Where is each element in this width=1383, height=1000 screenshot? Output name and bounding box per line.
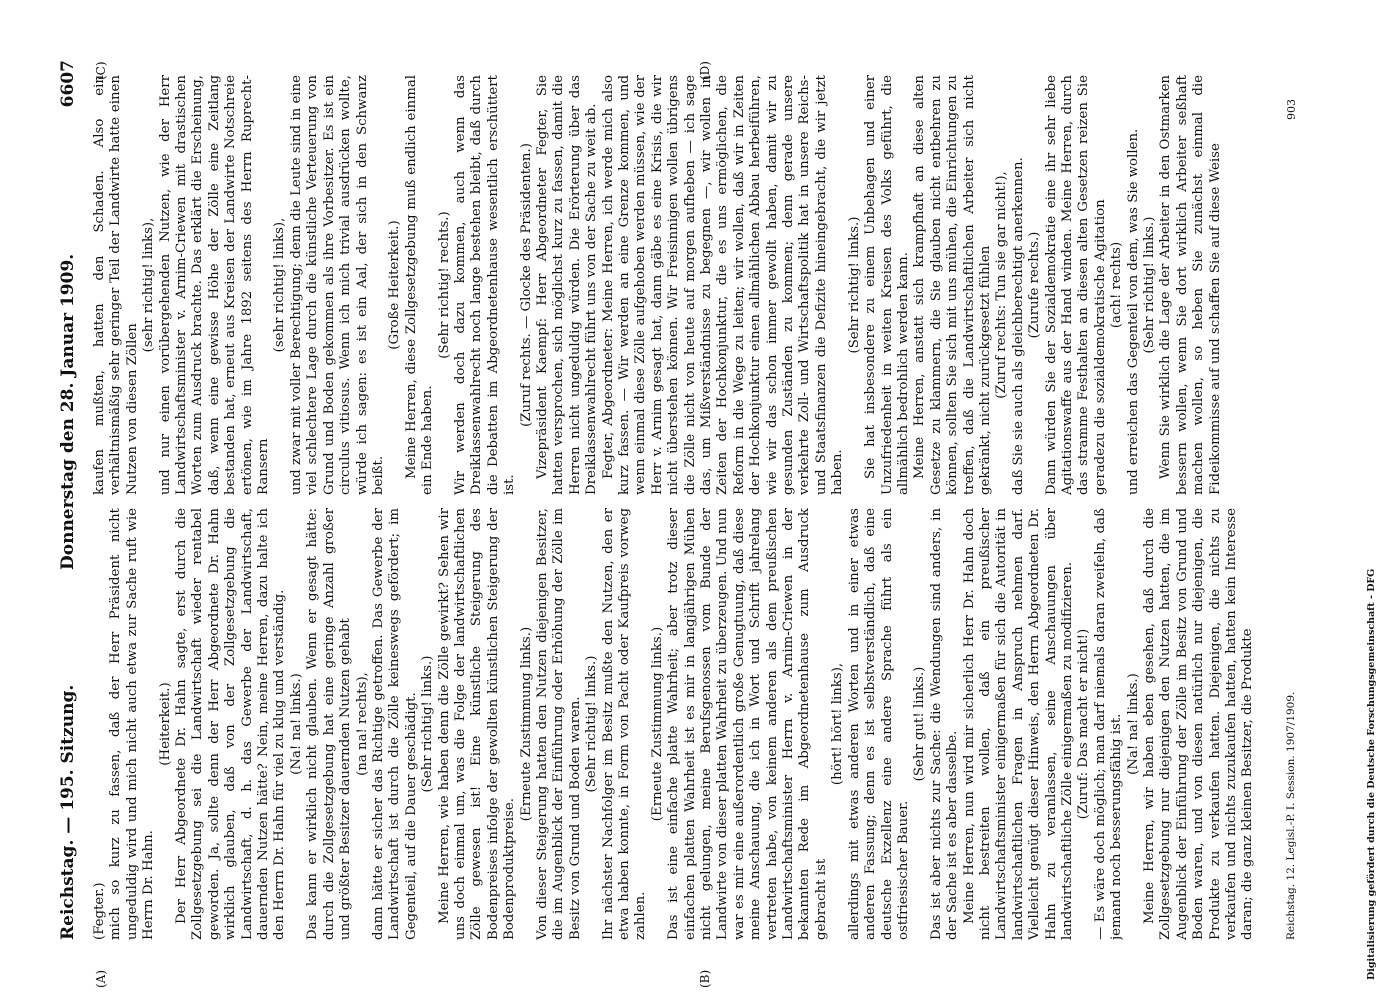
text-paragraph: und erreichen das Gegenteil von dem, was Sie wollen. (1125, 128, 1141, 495)
margin-mark-d: (D) (698, 61, 712, 80)
text-paragraph: Dann würden Sie der Sozialdemokratie eine ihr sehr liebe Agitationswaffe aus der Hand winden. Meine Herren, durch das stramme Festhalten an diesen alten Gesetzen reizen Sie geradezu die sozialdemokratische Agitation (1043, 75, 1108, 495)
left-column (92, 508, 1272, 940)
text-paragraph: Vizepräsident Kaempf: Herr Abgeordneter Fegter, Sie hatten versprochen, sich möglichst kurz zu fassen, damit die Herren nicht ungeduldig würden. Die Erörterung über das Dreiklassenwahlrecht führt uns von der Sache zu weit ab. (534, 75, 600, 495)
text-paragraph: (Fegter.) (92, 882, 107, 940)
text-paragraph: (Sehr richtig! links.) (584, 655, 600, 793)
text-paragraph: (Sehr gut! links.) (912, 666, 928, 782)
dfg-side-note: Digitalisierung gefördert durch die Deutsche Forschungsgemeinschaft - DFG (1366, 568, 1377, 980)
text-paragraph: (sehr richtig! links), (272, 217, 288, 353)
text-paragraph: Ihr nächster Nachfolger im Besitz mußte den Nutzen, den er etwa haben konnte, in Form von Pacht oder Kaufpreis vorweg zahlen. (600, 508, 649, 940)
margin-mark-b: (B) (698, 969, 712, 988)
text-paragraph: Fegter, Abgeordneter: Meine Herren, ich werde mich also kurz fassen. — Wir werden an eine Grenze kommen, und wenn einmal diese Zölle aufgehoben werden müssen, wie der Herr v. Arnim gesagt hat, dann gäbe es eine Krisis, die wir nicht überstehen können. Wir Freisinnigen wollen übrigens die Zölle nicht von heute auf morgen aufheben — ich sage das, um Mißverständnisse zu begegnen —, wir wollen in Zeiten der Hochkonjunktur, die es uns ermöglichen, die Reform in die Wege zu leiten; wir wollen, daß wir in Zeiten der Hochkonjunktur einen allmählichen Abbau herbeiführen, wie wir das schon immer gewollt haben, damit wir zu gesunden Zuständen zu kommen; denn gerade unsere verkehrte Zoll- und Wirtschaftspolitik hat in unsere Reichs- und Staatsfinanzen die Defizite hineingebracht, die wir jetzt haben. (600, 75, 846, 495)
text-paragraph: und nur einen vorübergehenden Nutzen, wie der Herr Landwirtschaftsminister v. Arnim-Criewen mit drastischen Worten zum Ausdruck brachte. Das erklärt die Erscheinung, daß, wenn eine gewisse Höhe der Zölle eine Zeitlang bestanden hat, erneut aus Kreisen der Landwirte Notschreie ertönen, wie im Jahre 1892 seitens des Herrn Ruprecht-Ransern (157, 75, 272, 495)
text-paragraph: (ach! rechts) (1109, 241, 1125, 329)
header-center: Donnerstag den 28. Januar 1909. (58, 253, 78, 570)
text-paragraph: mich so kurz zu fassen, daß der Herr Präsident nicht ungeduldig wird und mich nicht auch etwa zur Sache ruft wie Herrn Dr. Hahn. (108, 508, 157, 940)
text-paragraph: (Na! na! links.) (1125, 673, 1141, 775)
page-number: 6607 (58, 60, 78, 108)
footer-left: Reichstag. 12. Legisl.-P. I. Session. 1907/1909. (1285, 691, 1297, 940)
text-paragraph: Meine Herren, nun wird mir sicherlich Herr Dr. Hahn doch nicht bestreiten wollen, daß ein preußischer Landwirtschaftsminister einigermaßen für sich die Autorität in landwirtschaftlichen Fragen in Anspruch nehmen darf. Vielleicht genügt dieser Hinweis, den Herrn Abgeordneten Dr. Hahn zu veranlassen, seine Anschauungen über landwirtschaftliche Zölle einigermaßen zu modifizieren. (961, 508, 1075, 940)
text-paragraph: (Zuruf rechts. — Glocke des Präsidenten.) (518, 143, 534, 427)
text-paragraph: Von dieser Steigerung hatten den Nutzen diejenigen Besitzer, die im Augenblick der Einführung oder Erhöhung der Zölle im Besitz von Grund und Boden waren. (534, 508, 583, 940)
text-paragraph: (Sehr richtig! links.) (1142, 216, 1157, 354)
text-paragraph: Das kann er wirklich nicht glauben. Wenn er gesagt hätte: durch die Zollgesetzgebung hat eine geringe Anzahl großer und größter Besitzer dauernden Nutzen gehabt (305, 508, 354, 940)
text-paragraph: (Erneute Zustimmung links.) (518, 626, 534, 822)
text-paragraph: (Erneute Zustimmung links.) (649, 626, 665, 822)
text-paragraph: (sehr richtig! links), (141, 217, 157, 353)
text-paragraph: (Große Heiterkeit.) (387, 220, 403, 350)
text-paragraph: allerdings mit etwas anderen Worten und in einer etwas anderen Fassung; denn es ist selbstverständlich, daß eine deutsche Exzellenz eine andere Sprache führt als ein ostfriesischer Bauer. (846, 508, 911, 940)
text-paragraph: — Es wäre doch möglich; man darf niemals daran zweifeln, daß jemand noch besserungsfähig ist. (1092, 508, 1125, 940)
text-paragraph: (Sehr richtig! links.) (846, 216, 862, 354)
text-paragraph: (Zurufe rechts.) (1027, 231, 1043, 339)
text-paragraph: (hört! hört! links), (830, 662, 846, 786)
page-header (58, 60, 82, 940)
text-paragraph: kaufen mußten, hatten den Schaden. Also ein verhältnismäßig sehr geringer Teil der Landwirte hatte einen Nutzen von diesen Zöllen (92, 75, 140, 495)
signature-mark: 903 (1285, 99, 1298, 120)
text-paragraph: Der Herr Abgeordnete Dr. Hahn sagte, erst durch die Zollgesetzgebung sei die Landwirtschaft wieder rentabel geworden. Ja, sollte denn der Herr Abgeordnete Dr. Hahn wirklich glauben, daß von der Zollgesetzgebung die Landwirtschaft, d. h. das Gewerbe der Landwirtschaft, dauernden Nutzen hätte? Nein, meine Herren, dazu halte ich den Herrn Dr. Hahn für viel zu klug und verständig. (174, 508, 288, 940)
text-paragraph: Meine Herren, diese Zollgesetzgebung muß endlich einmal ein Ende haben. (403, 75, 436, 495)
margin-mark-a: (A) (94, 969, 108, 988)
text-paragraph: dann hätte er sicher das Richtige getroffen. Das Gewerbe der Landwirtschaft ist durch die Zölle keineswegs gefördert; im Gegenteil, auf die Dauer geschädigt. (370, 508, 419, 940)
text-paragraph: (Na! na! links.) (288, 673, 304, 775)
text-paragraph: (Heiterkeit.) (157, 682, 173, 766)
margin-mark-c: (C) (94, 61, 108, 80)
text-paragraph: Meine Herren, anstatt sich krampfhaft an diese alten Gesetze zu klammern, die Sie glauben nicht entbehren zu können, sollten Sie sich mit uns mühen, die Einrichtungen zu treffen, daß die Landwirtschaftlichen Arbeiter sich nicht gekränkt, nicht zurückgesetzt fühlen (912, 75, 993, 495)
text-paragraph: (Zuruf rechts: Tun sie gar nicht!), (994, 171, 1010, 399)
text-paragraph: Das ist aber nichts zur Sache: die Wendungen sind anders, in der Sache ist es aber dasselbe. (928, 508, 961, 940)
header-left: Reichstag. — 195. Sitzung. (58, 684, 78, 940)
text-paragraph: und zwar mit voller Berechtigung; denn die Leute sind in eine viel schlechtere Lage durch die künstliche Verteuerung von Grund und Boden gekommen als ihre Vorbesitzer. Es ist ein circulus vitiosus. Wenn ich mich trivial ausdrücken wollte, würde ich sagen: es ist ein Aal, der sich in den Schwanz beißt. (288, 75, 386, 495)
text-paragraph: Das ist eine einfache platte Wahrheit; aber trotz dieser einfachen platten Wahrheit ist es mir in langjährigen Mühen nicht gelungen, meine Berufsgenossen vom Bunde der Landwirte von dieser platten Wahrheit zu überzeugen. Und nun war es mir eine außerordentlich große Genugtuung, daß diese meine Anschauung, die ich in Wort und Schrift jahrelang vertreten habe, von keinem anderen als dem preußischen Landwirtschaftsminister Herrn v. Arnim-Criewen in der bekannten Rede im Abgeordnetenhause zum Ausdruck gebracht ist (666, 508, 829, 940)
right-column (92, 75, 1252, 495)
text-paragraph: (Sehr richtig! rechts.) (436, 211, 452, 359)
text-paragraph: Sie hat insbesondere zu einem Unbehagen und einer Unzufriedenheit in weiten Kreisen des Volks geführt, die allmählich bedrohlich werden kann. (863, 75, 911, 495)
text-paragraph: (Sehr richtig! links.) (420, 655, 436, 793)
text-paragraph: (na na! rechts), (354, 672, 370, 776)
text-paragraph: daß Sie sie auch als gleichberechtigt anerkennen. (1010, 157, 1026, 495)
text-paragraph: (Zuruf: Das macht er nicht!) (1076, 628, 1092, 820)
text-paragraph: Meine Herren, wir haben eben gesehen, daß durch die Zollgesetzgebung nur diejenigen den Nutzen hatten, die im Augenblick der Einführung der Zölle im Besitz von Grund und Boden waren, und von diesen natürlich nur diejenigen, die Produkte zu verkaufen hatten. Diejenigen, die nichts zu verkaufen und nichts zuzukaufen hatten, hatten kein Interesse daran; die ganz kleinen Besitzer, die Produkte (1142, 508, 1256, 940)
text-paragraph: Wir werden doch dazu kommen, auch wenn das Dreiklassenwahlrecht noch lange bestehen bleibt, daß durch die Debatten im Abgeordnetenhause wesentlich erschüttert ist. (452, 75, 518, 495)
text-paragraph: Meine Herren, wie haben denn die Zölle gewirkt? Sehen wir uns doch einmal um, was die Folge der landwirtschaftlichen Zölle gewesen ist! Eine künstliche Steigerung des Bodenpreises infolge der gewollten künstlichen Steigerung der Bodenproduktpreise. (436, 508, 518, 940)
text-paragraph: Wenn Sie wirklich die Lage der Arbeiter in den Ostmarken bessern wollen, wenn Sie dort wirklich Arbeiter seßhaft machen wollen, so heben Sie zunächst einmal die Fideikommisse auf und schaffen Sie auf diese Weise (1158, 75, 1223, 495)
